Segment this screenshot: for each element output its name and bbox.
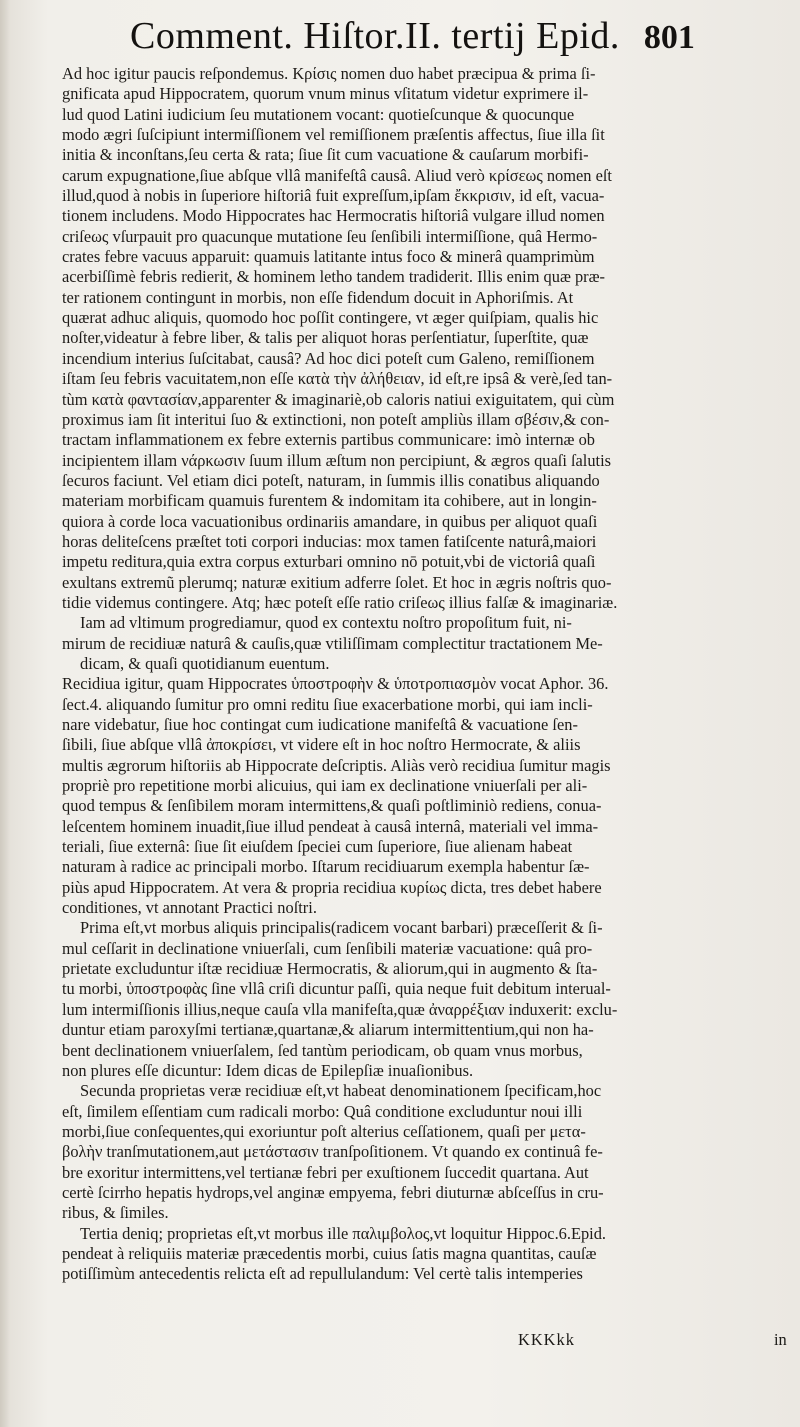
text-line: Iam ad vltimum progrediamur, quod ex contextu noſtro propoſitum fuit, ni-	[80, 613, 572, 633]
text-line: tractam inflammationem ex febre externis partibus communicare: imò internæ ob	[62, 430, 595, 450]
text-line: illud,quod à nobis in ſuperiore hiſtoriâ fuit expreſſum,ipſam ἔκκρισιν, id eſt, vacua-	[62, 186, 605, 206]
text-line: duntur etiam paroxyſmi tertianæ,quartanæ,& aliarum intermittentium,qui non ha-	[62, 1020, 594, 1040]
text-line: conditiones, vt annotant Practici noſtri.	[62, 898, 317, 918]
text-line: horas deliteſcens præſtet toti corpori inducias: mox tamen fatiſcente naturâ,maiori	[62, 531, 597, 551]
text-line: Secunda proprietas veræ recidiuæ eſt,vt habeat denominationem ſpecificam,hoc	[80, 1081, 602, 1101]
running-head	[130, 14, 800, 66]
text-line: Ad hoc igitur paucis reſpondemus. Κρίσις nomen duo habet præcipua & prima ſi-	[62, 64, 596, 83]
text-line: Recidiua igitur, quam Hippocrates ὑποστροφὴν & ὑποτροπιασμὸν vocat Aphor. 36.	[62, 674, 609, 694]
text-line: tionem includens. Modo Hippocrates hac Hermocratis hiſtoriâ vulgare illud nomen	[62, 206, 605, 226]
text-line: leſcentem hominem inuadit,ſiue illud pendeat à causâ internâ, materiali vel imma-	[62, 816, 599, 836]
text-line: lum intermiſſionis illius,neque cauſa vlla manifeſta,quæ ἀναρρέξιαν induxerit: exclu-	[62, 999, 618, 1019]
text-line: ter rationem contingunt in morbis, non eſſe fidendum docuit in Aphoriſmis. At	[62, 287, 574, 307]
text-line: piùs apud Hippocratem. At vera & propria recidiua κυρίως dicta, tres debet habere	[62, 877, 602, 897]
text-line: materiam morbificam quamuis furentem & indomitam ita cohibere, aut in longin-	[62, 491, 597, 511]
text-line: modo ægri ſuſcipiunt intermiſſionem vel remiſſionem præſentis affectus, ſiue illa ſit	[62, 125, 605, 145]
text-line: naturam à radice ac principali morbo. Iſtarum recidiuarum exempla habentur ſæ-	[62, 857, 590, 877]
text-line: potiſſimùm antecedentis relicta eſt ad repullulandum: Vel certè talis intemperies	[62, 1264, 583, 1284]
text-line: criſeως vſurpauit pro quacunque mutatione ſeu ſenſibili intermiſſione, quâ Hermo-	[62, 226, 598, 246]
page-gutter-shadow	[0, 0, 10, 1427]
text-line: ſibili, ſiue abſque vllâ ἀποκρίσει, vt videre eſt in hoc noſtro Hermocrate, & aliis	[62, 735, 581, 755]
text-line: non plures eſſe dicuntur: Idem dicas de Epilepſiæ inuaſionibus.	[62, 1060, 474, 1080]
text-line: ſecuros faciunt. Vel etiam dici poteſt, naturam, in ſummis illis conatibus aliquando	[62, 470, 600, 490]
text-line: nare videbatur, ſiue hoc contingat cum iudicatione manifeſtâ & vacuatione ſen-	[62, 715, 578, 734]
text-line: quærat adhuc aliquis, quomodo hoc poſſit contingere, vt æger quiſpiam, qualis hic	[62, 308, 599, 328]
text-line: pendeat à reliquiis materiæ præcedentis morbi, cuius ſatis magna quantitas, cauſæ	[62, 1243, 597, 1263]
text-line: eſt, ſimilem eſſentiam cum radicali morbo: Quâ conditione excluduntur noui illi	[62, 1101, 583, 1121]
text-line: bent declinationem vniuerſalem, ſed tantùm periodicam, ob quam vnus morbus,	[62, 1040, 583, 1060]
text-line: Prima eſt,vt morbus aliquis principalis(radicem vocant barbari) præceſſerit & ſi-	[80, 918, 603, 938]
text-line: gnificata apud Hippocratem, quorum vnum minus vſitatum videtur exprimere il-	[62, 84, 589, 104]
text-line: incendium interius ſuſcitabat, causâ? Ad hoc dici poteſt cum Galeno, remiſſionem	[62, 348, 595, 368]
text-line: carum expugnatione,ſiue abſque vllâ manifeſtâ causâ. Aliud verò κρίσεως nomen eſt	[62, 165, 612, 185]
text-line: Tertia deniq; proprietas eſt,vt morbus ille παλιμβολος,vt loquitur Hippoc.6.Epid.	[80, 1223, 607, 1243]
text-line: propriè pro repetitione morbi alicuius, qui iam ex declinatione vniuerſali per ali-	[62, 776, 588, 796]
text-line: multis ægrorum hiſtoriis ab Hippocrate deſcriptis. Aliàs verò recidiua ſumitur magis	[62, 755, 611, 775]
text-line: prietate excluduntur iſtæ recidiuæ Hermocratis, & aliorum,qui in augmento & ſta-	[62, 959, 598, 979]
text-line: proximus iam ſit interitui ſuo & extinctioni, non poteſt ampliùs illam σβέσιν,& con-	[62, 409, 610, 429]
text-line: iſtam ſeu febris vacuitatem,non eſſe κατὰ τὴν ἀλήθειαν, id eſt,re ipsâ & verè,ſed tan-	[62, 369, 613, 389]
text-line: morbi,ſiue conſequentes,qui exoriuntur poſt alterius ceſſationem, quaſi per μετα-	[62, 1121, 586, 1141]
text-line: initia & inconſtans,ſeu certa & rata; ſiue ſit cum vacuatione & cauſarum morbifi-	[62, 145, 589, 165]
text-line: dicam, & quaſi quotidianum euentum.	[80, 653, 330, 673]
text-line: mirum de recidiuæ naturâ & cauſis,quæ vtiliſſimam complectitur tractationem Me-	[62, 633, 603, 653]
signature-mark: KKKkk	[518, 1330, 575, 1349]
text-line: impetu reditura,quia extra corpus exturbari omnino nō potuit,vbi de victoriâ quaſi	[62, 552, 596, 572]
running-head-title: Comment. Hiſtor.II. tertij Epid.	[130, 15, 620, 57]
text-line: teriali, ſiue externâ: ſiue ſit eiuſdem ſpeciei cum ſuperiore, ſiue alienam habeat	[62, 837, 573, 857]
text-line: ribus, & ſimiles.	[62, 1203, 169, 1223]
text-line: bre exoritur intermittens,vel tertianæ febri per exuſtionem ſuccedit quartana. Aut	[62, 1162, 589, 1182]
text-line: noſter,videatur à febre liber, & talis per aliquot horas perſentiatur, ſuperſtite, quæ	[62, 328, 589, 348]
text-line: acerbiſſimè febris redierit, & hominem letho tandem tradiderit. Illis enim quæ præ-	[62, 267, 606, 287]
text-line: ſect.4. aliquando ſumitur pro omni reditu ſiue exacerbatione morbi, qui iam incli-	[62, 694, 593, 714]
text-line: quod tempus & ſenſibilem moram intermittens,& quaſi poſtliminiò rediens, conua-	[62, 796, 602, 816]
text-line: tidie videmus contingere. Atq; hæc poteſt eſſe ratio criſeως illius falſæ & imaginariæ.	[62, 592, 618, 612]
text-line: exultans extremũ plerumq; naturæ exitium adferre ſolet. Et hoc in ægris noſtris quo-	[62, 572, 612, 592]
text-line: tu morbi, ὑποστροφὰς ſine vllâ criſi dicuntur paſſi, quia neque fuit debitum interual-	[62, 979, 611, 999]
text-line: crates febre vacuus apparuit: quamuis latitante intus foco & minerâ quamprimùm	[62, 247, 595, 267]
text-line: tùm κατὰ φαντασίαν,apparenter & imaginariè,ob caloris natiui exiguitatem, qui cùm	[62, 389, 615, 409]
text-line: βολὴν tranſmutationem,aut μετάστασιν tranſpoſitionem. Vt quando ex continuâ fe-	[62, 1142, 603, 1162]
page-number: 801	[643, 19, 695, 56]
text-line: certè ſcirrho hepatis hydrops,vel anginæ empyema, febri diuturnæ abſceſſus in cru-	[62, 1182, 604, 1202]
text-line: lud quod Latini iudicium ſeu mutationem vocant: quotieſcunque & quocunque	[62, 104, 575, 124]
text-line: mul ceſſarit in declinatione vniuerſali, cum ſenſibili materiæ vacuatione: quâ pro-	[62, 938, 593, 958]
text-line: quiora à corde loca vacuationibus ordinariis amandare, in quibus per aliquot quaſi	[62, 511, 598, 531]
text-line: incipientem illam νάρκωσιν ſuum illum æſtum non percipiunt, & ægros quaſi ſalutis	[62, 450, 612, 470]
body-text	[62, 64, 798, 1285]
catchword: in	[774, 1330, 787, 1349]
